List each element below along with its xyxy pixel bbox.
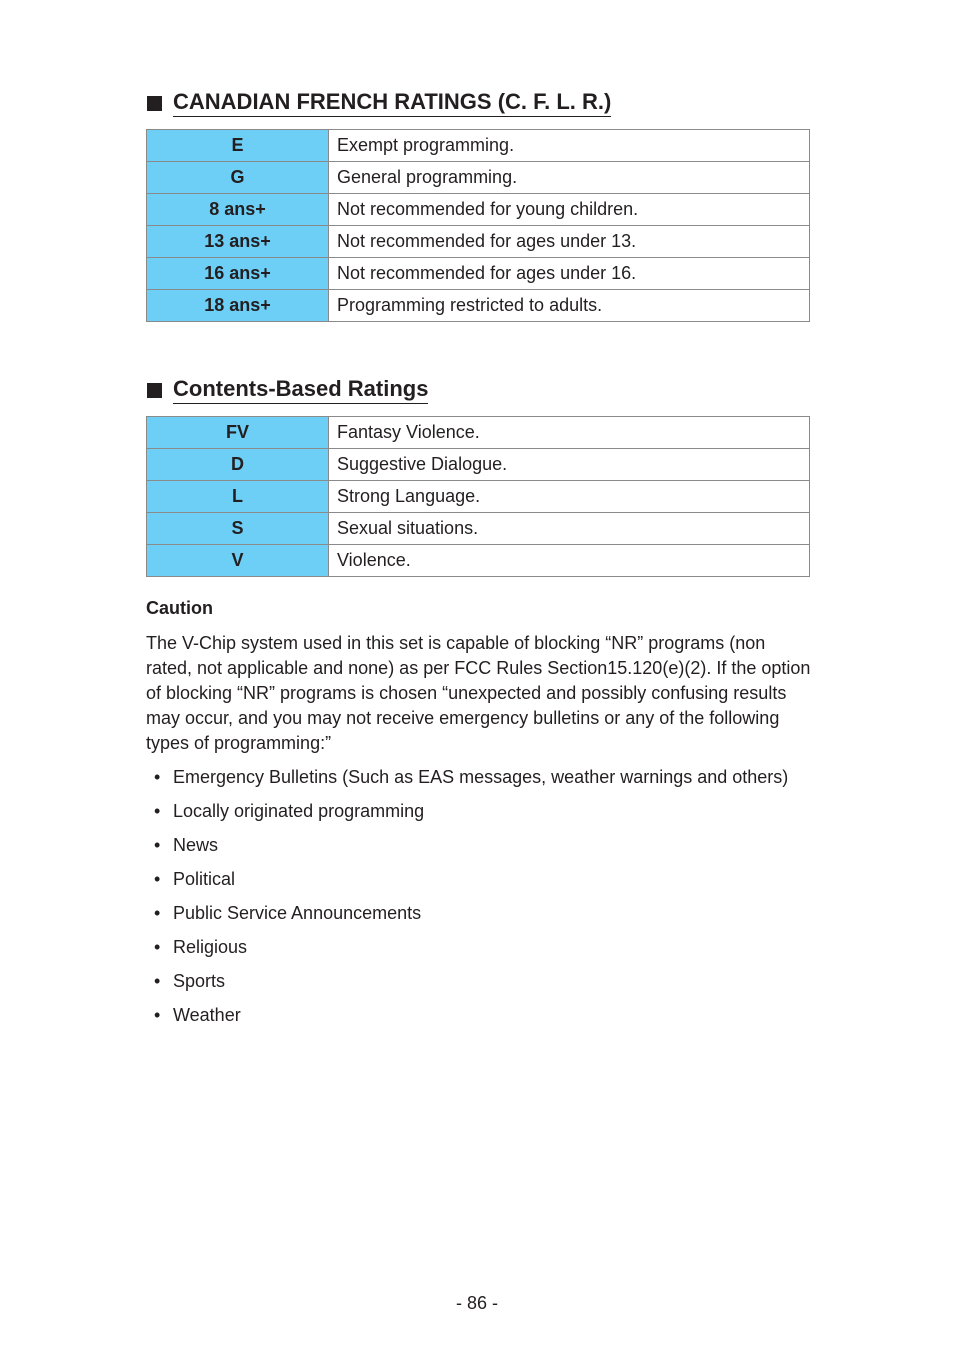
page-number: - 86 - <box>455 1293 498 1313</box>
table-row <box>147 481 810 513</box>
caution-paragraph: The V-Chip system used in this set is capable of blocking “NR” programs (non rated, not applicable and none) as per FCC Rules Section15.120(e)(2). If the option of blocking “NR” programs is chosen “unexpected and possibly confusing results may occur, and you may not receive emergency bulletins or any of the following types of programming:” <box>146 633 811 753</box>
table-row <box>147 290 810 322</box>
list-item-text: News <box>173 835 219 855</box>
rating-code: 18 ans+ <box>147 290 329 322</box>
rating-code: FV <box>147 417 329 449</box>
table-row <box>147 226 810 258</box>
list-item-text: Political <box>173 869 236 889</box>
rating-description: General programming. <box>329 162 810 194</box>
section-title: Contents-Based Ratings <box>173 376 428 404</box>
list-item-text: Locally originated programming <box>173 801 425 821</box>
table-row <box>147 130 810 162</box>
table-row <box>147 545 810 577</box>
black-square-icon <box>147 383 162 398</box>
list-item <box>146 799 806 824</box>
list-item <box>146 901 806 926</box>
rating-description: Strong Language. <box>329 481 810 513</box>
rating-code: L <box>147 481 329 513</box>
rating-description: Programming restricted to adults. <box>329 290 810 322</box>
bullet-icon: • <box>154 1005 161 1025</box>
list-item <box>146 833 806 858</box>
bullet-icon: • <box>154 767 161 787</box>
section-heading-cflr <box>146 89 611 117</box>
black-square-icon <box>147 96 162 111</box>
list-item <box>146 867 806 892</box>
list-item-text: Weather <box>173 1005 241 1025</box>
rating-code: 8 ans+ <box>147 194 329 226</box>
table-row <box>147 258 810 290</box>
list-item-text: Public Service Announcements <box>173 903 422 923</box>
rating-code: G <box>147 162 329 194</box>
rating-description: Not recommended for young children. <box>329 194 810 226</box>
list-item <box>146 935 806 960</box>
bullet-icon: • <box>154 903 161 923</box>
bullet-icon: • <box>154 937 161 957</box>
rating-description: Sexual situations. <box>329 513 810 545</box>
rating-code: D <box>147 449 329 481</box>
caution-heading: Caution <box>146 598 213 618</box>
list-item <box>146 969 806 994</box>
table-row <box>147 417 810 449</box>
bullet-icon: • <box>154 835 161 855</box>
rating-description: Not recommended for ages under 16. <box>329 258 810 290</box>
list-item-text: Religious <box>173 937 248 957</box>
section-heading-content <box>146 376 428 404</box>
bullet-icon: • <box>154 869 161 889</box>
content-ratings-table <box>146 416 810 577</box>
rating-code: 16 ans+ <box>147 258 329 290</box>
rating-code: E <box>147 130 329 162</box>
list-item-text: Emergency Bulletins (Such as EAS messages, weather warnings and others) <box>173 767 789 787</box>
table-row <box>147 449 810 481</box>
rating-code: V <box>147 545 329 577</box>
list-item <box>146 1003 806 1028</box>
bullet-icon: • <box>154 971 161 991</box>
list-item <box>146 765 806 790</box>
rating-description: Violence. <box>329 545 810 577</box>
rating-code: S <box>147 513 329 545</box>
table-row <box>147 162 810 194</box>
rating-description: Not recommended for ages under 13. <box>329 226 810 258</box>
table-row <box>147 194 810 226</box>
rating-description: Fantasy Violence. <box>329 417 810 449</box>
rating-code: 13 ans+ <box>147 226 329 258</box>
programming-types-list <box>146 765 806 1037</box>
cflr-ratings-table <box>146 129 810 322</box>
section-title: CANADIAN FRENCH RATINGS (C. F. L. R.) <box>173 89 611 117</box>
table-row <box>147 513 810 545</box>
rating-description: Suggestive Dialogue. <box>329 449 810 481</box>
rating-description: Exempt programming. <box>329 130 810 162</box>
bullet-icon: • <box>154 801 161 821</box>
list-item-text: Sports <box>173 971 226 991</box>
